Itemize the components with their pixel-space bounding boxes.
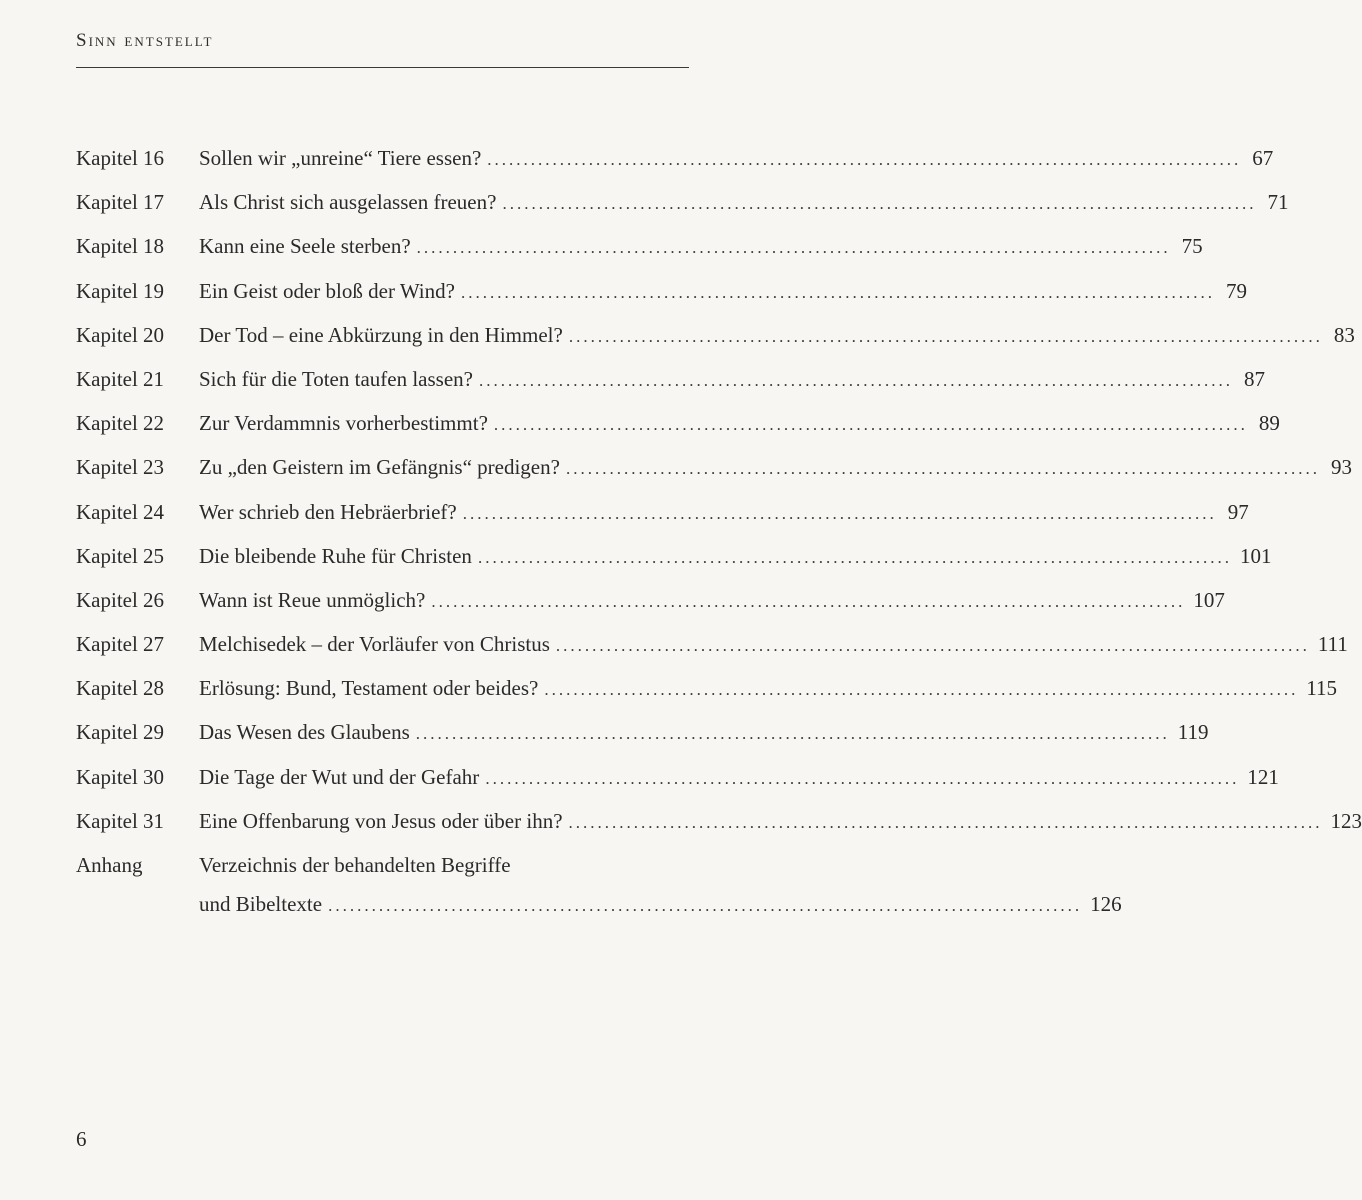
toc-entry-line: [199, 269, 1247, 315]
toc-entry[interactable]: [76, 357, 1265, 401]
toc-entry-title: Die bleibende Ruhe für Christen: [199, 543, 472, 568]
header-rule: [76, 67, 689, 68]
toc-entry-page: 89: [1258, 411, 1280, 436]
toc-entry-title: Erlösung: Bund, Testament oder beides?: [199, 676, 539, 701]
toc-entry-label: Kapitel 22: [76, 411, 165, 436]
toc-entry-page: 97: [1227, 499, 1249, 524]
toc-entry-page: 123: [1330, 808, 1362, 833]
toc-appendix-line2: [199, 882, 1122, 928]
toc-entry[interactable]: [76, 445, 1352, 489]
toc-entry-page: 107: [1193, 587, 1225, 612]
toc-entry-label: Kapitel 31: [76, 808, 165, 833]
toc-entry-label: Kapitel 25: [76, 543, 165, 568]
toc-entry[interactable]: [76, 269, 1247, 313]
toc-entry-line: [199, 445, 1352, 491]
toc-leader-dots: ........................................................................................................: [431, 591, 1186, 611]
toc-entry[interactable]: [76, 490, 1249, 534]
toc-entry-title: Die Tage der Wut und der Gefahr: [199, 764, 480, 789]
toc-entry-label: Kapitel 17: [76, 190, 165, 215]
toc-entry-title: Sollen wir „unreine“ Tiere essen?: [199, 146, 482, 170]
toc-entry-label: Kapitel 26: [76, 587, 165, 612]
table-of-contents: [76, 136, 1362, 931]
toc-entry-title: Melchisedek – der Vorläufer von Christus: [199, 632, 550, 657]
toc-entry[interactable]: [76, 534, 1272, 578]
toc-entry-title: Eine Offenbarung von Jesus oder über ihn?: [199, 808, 563, 833]
toc-entry-page: 93: [1330, 455, 1352, 480]
toc-entry-line: [199, 136, 1274, 182]
toc-entry-line: [199, 224, 1203, 270]
toc-entry-label: Kapitel 29: [76, 720, 165, 745]
toc-entry-line: [199, 666, 1338, 712]
toc-entry-page: 121: [1247, 764, 1279, 789]
toc-entry-title: Als Christ sich ausgelassen freuen?: [199, 190, 497, 215]
toc-entry[interactable]: [76, 799, 1362, 843]
toc-entry[interactable]: [76, 578, 1225, 622]
toc-entry-page: 87: [1243, 366, 1265, 391]
toc-entry-title: Ein Geist oder bloß der Wind?: [199, 278, 455, 303]
toc-appendix-title-line2: und Bibeltexte: [199, 892, 323, 916]
running-head: Sinn entstellt: [76, 30, 214, 51]
toc-leader-dots: ........................................................................................................: [565, 459, 1320, 479]
toc-entry-page: 111: [1317, 632, 1348, 657]
toc-entry-line: [199, 755, 1279, 801]
toc-entry-label: Kapitel 18: [76, 234, 165, 259]
toc-entry-label: Kapitel 24: [76, 499, 165, 524]
toc-leader-dots: ........................................................................................................: [555, 636, 1310, 656]
toc-leader-dots: ........................................................................................................: [568, 326, 1323, 346]
toc-entry-line: [199, 622, 1348, 668]
toc-rows: [76, 136, 1362, 843]
toc-entry-label: Kapitel 16: [76, 146, 165, 170]
toc-entry-line: [199, 578, 1225, 624]
toc-entry-title: Das Wesen des Glaubens: [199, 720, 410, 745]
toc-entry-page: 79: [1225, 278, 1247, 303]
toc-entry-line: [199, 490, 1249, 536]
toc-entry-title: Zur Verdammnis vorherbestimmt?: [199, 411, 488, 436]
toc-leader-dots: ........................................................................................................: [462, 503, 1217, 523]
toc-leader-dots: ........................................................................................................: [485, 768, 1240, 788]
toc-entry-line: [199, 357, 1265, 403]
toc-entry-line: [199, 180, 1289, 226]
toc-leader-dots: ........................................................................................................: [487, 150, 1242, 169]
toc-leader-dots: ........................................................................................................: [544, 680, 1299, 700]
toc-entry-line: [199, 710, 1209, 756]
toc-entry[interactable]: [76, 136, 1274, 180]
toc-leader-dots: ........................................................................................................: [416, 238, 1171, 258]
toc-entry-label: Kapitel 30: [76, 764, 165, 789]
toc-entry-page: 75: [1181, 234, 1203, 259]
toc-entry[interactable]: [76, 755, 1279, 799]
toc-leader-dots: ........................................................................................................: [460, 282, 1215, 302]
toc-appendix-label: Anhang: [76, 853, 143, 877]
toc-appendix-page: 126: [1090, 892, 1122, 916]
toc-entry-page: 115: [1306, 676, 1338, 701]
toc-leader-dots: ........................................................................................................: [415, 724, 1170, 744]
toc-entry[interactable]: [76, 313, 1355, 357]
toc-entry[interactable]: [76, 710, 1209, 754]
toc-entry-page: 83: [1333, 322, 1355, 347]
toc-appendix-entry[interactable]: [76, 843, 1122, 931]
toc-entry-title: Kann eine Seele sterben?: [199, 234, 411, 259]
toc-leader-dots: ........................................................................................................: [328, 896, 1083, 915]
toc-entry-label: Kapitel 19: [76, 278, 165, 303]
toc-leader-dots: ........................................................................................................: [568, 812, 1323, 832]
toc-entry-label: Kapitel 27: [76, 632, 165, 657]
toc-leader-dots: ........................................................................................................: [477, 547, 1232, 567]
toc-appendix-title-line1: Verzeichnis der behandelten Begriffe: [199, 853, 511, 877]
toc-entry[interactable]: [76, 224, 1203, 268]
toc-entry-label: Kapitel 20: [76, 322, 165, 347]
toc-entry-line: [199, 534, 1272, 580]
toc-entry-page: 101: [1239, 543, 1272, 568]
toc-entry-line: [199, 401, 1280, 447]
toc-entry-page: 67: [1252, 146, 1274, 170]
page-number: 6: [76, 1127, 87, 1151]
toc-entry-page: 71: [1267, 190, 1289, 215]
toc-entry[interactable]: [76, 666, 1338, 710]
toc-entry-title: Zu „den Geistern im Gefängnis“ predigen?: [199, 455, 560, 480]
toc-entry-label: Kapitel 21: [76, 366, 165, 391]
toc-entry-page: 119: [1177, 720, 1209, 745]
toc-entry[interactable]: [76, 180, 1289, 224]
toc-entry-line: [199, 799, 1362, 845]
toc-leader-dots: ........................................................................................................: [478, 370, 1233, 390]
toc-entry-label: Kapitel 28: [76, 676, 165, 701]
toc-entry-label: Kapitel 23: [76, 455, 165, 480]
toc-entry[interactable]: [76, 622, 1348, 666]
toc-leader-dots: ........................................................................................................: [502, 194, 1257, 214]
toc-entry[interactable]: [76, 401, 1280, 445]
toc-entry-title: Sich für die Toten taufen lassen?: [199, 366, 473, 391]
toc-entry-title: Der Tod – eine Abkürzung in den Himmel?: [199, 322, 563, 347]
toc-entry-title: Wann ist Reue unmöglich?: [199, 587, 426, 612]
toc-entry-line: [199, 313, 1355, 359]
toc-leader-dots: ........................................................................................................: [493, 415, 1248, 435]
toc-entry-title: Wer schrieb den Hebräerbrief?: [199, 499, 457, 524]
